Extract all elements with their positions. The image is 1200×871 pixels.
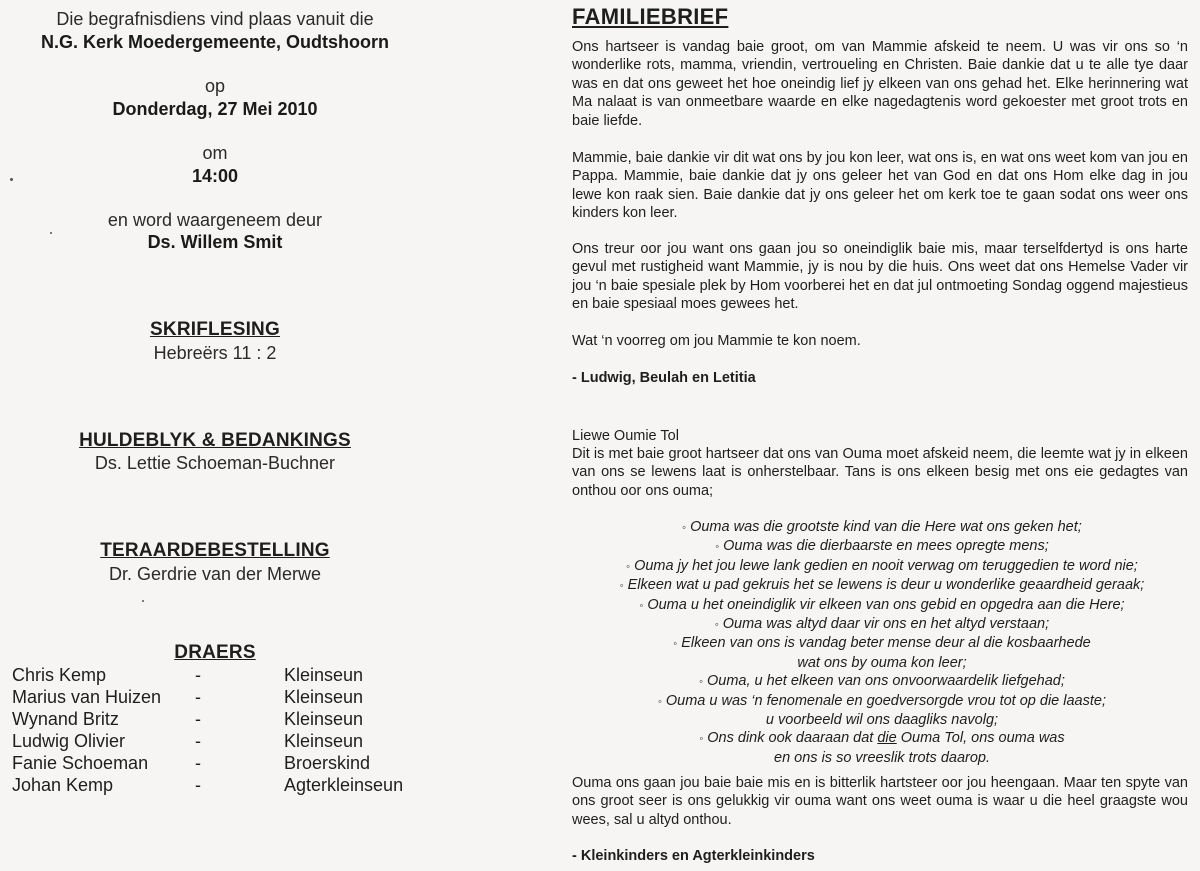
bearer-row	[12, 774, 422, 796]
letter-paragraph: Mammie, baie dankie vir dit wat ons by jou kon leer, wat ons is, en wat ons weet kom van jou en Pappa. Mammie, baie dankie dat jy ons geleer het van God en dat ons Hom elke dag in jou lewe kon raak sien. Baie dankie dat jy ons geleer het om kerk toe te gaan sodat ons weer ons kinders kon leer.	[572, 150, 1188, 222]
bearer-name: Wynand Britz	[12, 709, 119, 729]
poem-line: ◦ Elkeen wat u pad gekruis het se lewens is deur u wonderlike geaardheid geraak;	[619, 577, 1145, 594]
bearer-name: Fanie Schoeman	[12, 753, 149, 773]
poem-line: ◦ Ouma jy het jou lewe lank gedien en nooit verwag om teruggedien te word nie;	[626, 557, 1138, 574]
poem-line: ◦ Ouma was die grootste kind van die Here wat ons geken het;	[682, 519, 1082, 535]
print-speck	[142, 600, 144, 602]
tribute-heading: HULDEBLYK & BEDANKINGS	[79, 430, 351, 451]
service-date: Donderdag, 27 Mei 2010	[112, 99, 318, 119]
letter-paragraph: Ouma ons gaan jou baie baie mis en is bitterlik hartsteer oor jou heengaan. Maar ten spyte van ons groot seer is ons gelukkig vir ouma want ons weet ouma is waar u die heel graagste wou wees, sal u altyd onthou.	[572, 775, 1188, 828]
poem-line: ◦ Ouma u het oneindiglik vir elkeen van ons gebid en opgedra aan die Here;	[639, 596, 1125, 613]
bullet-icon: ◦	[699, 733, 704, 746]
poem-line: ◦ Ouma u was ‘n fenomenale en goedversorgde vrou tot op die laaste;	[657, 692, 1106, 709]
service-time: 14:00	[191, 166, 239, 186]
signature-grandchildren: - Kleinkinders en Agterkleinkinders	[572, 848, 815, 864]
poem-line: wat ons by ouma kon leer;	[797, 654, 967, 671]
bearers-heading: DRAERS	[174, 642, 256, 663]
bullet-icon: ◦	[699, 676, 703, 689]
bearer-name: Chris Kemp	[12, 665, 107, 685]
bearer-name: Marius van Huizen	[12, 687, 162, 707]
bearer-relation: Agterkleinseun	[284, 775, 404, 795]
bearer-dash: -	[195, 731, 201, 751]
print-speck	[50, 232, 52, 234]
greeting: Liewe Oumie Tol	[572, 428, 679, 444]
bullet-icon: ◦	[619, 580, 624, 593]
letter-paragraph: Wat ‘n voorreg om jou Mammie te kon noem.	[572, 333, 861, 349]
bearer-relation: Kleinseun	[284, 731, 364, 751]
tribute-poem	[582, 518, 1182, 767]
bullet-icon: ◦	[714, 619, 719, 632]
bearer-row	[12, 708, 422, 730]
bullet-icon: ◦	[657, 695, 662, 708]
signature-children: - Ludwig, Beulah en Letitia	[572, 370, 756, 386]
letter-title: FAMILIEBRIEF	[572, 4, 729, 29]
letter-paragraph: Ons treur oor jou want ons gaan jou so oneindiglik baie mis, maar terselfdertyd is ons harte gevul met rustigheid want Mammie, jy is nou by die huis. Ons weet dat ons Hemelse Vader vir jou ‘n baie spesiale plek by Hom voorberei het en dat jul ontmoeting Sondag oggend majestieus en baie spesiaal moes gewees het.	[572, 241, 1188, 313]
poem-line: u voorbeeld wil ons daagliks navolg;	[765, 712, 999, 729]
bearer-row	[12, 686, 422, 708]
letter-paragraph: Dit is met baie groot hartseer dat ons van Ouma moet afskeid neem, die leemte wat jy in elkeen van ons se lewens laat is onherstelbaar. Tans is ons elkeen besig met ons eie gedagtes van onthou oor ons ouma;	[572, 446, 1188, 499]
poem-line: ◦ Ouma was die dierbaarste en mees opregte mens;	[715, 538, 1049, 555]
bullet-icon: ◦	[673, 638, 678, 651]
bearer-name: Ludwig Olivier	[12, 731, 126, 751]
bearer-row	[12, 752, 422, 774]
bullet-icon: ◦	[639, 599, 644, 612]
bullet-icon: ◦	[682, 522, 687, 534]
bearer-dash: -	[195, 775, 201, 795]
service-intro: Die begrafnisdiens vind plaas vanuit die	[56, 9, 374, 29]
bearer-relation: Kleinseun	[284, 709, 364, 729]
bullet-icon: ◦	[626, 560, 631, 573]
tribute-by: Ds. Lettie Schoeman-Buchner	[94, 453, 336, 473]
minister-name: Ds. Willem Smit	[147, 232, 283, 252]
letter-paragraph: Ons hartseer is vandag baie groot, om van Mammie afskeid te neem. U was vir ons so ‘n wonderlike rots, mamma, vriendin, vertroueling en Christen. Baie dankie dat u te alle tye daar was en dat ons geweet het hoe oneindig lief jy elkeen van ons gehad het. Elke herinnering wat Ma nalaat is van onmeetbare waarde en elke nagedagtenis word gekoester met groot trots en baie liefde.	[572, 39, 1188, 129]
family-letter-panel	[572, 0, 1192, 871]
reading-heading: SKRIFLESING	[150, 319, 280, 340]
bearer-dash: -	[195, 687, 201, 707]
service-details-panel	[0, 0, 430, 871]
poem-line: ◦ Elkeen van ons is vandag beter mense deur al die kosbaarhede	[673, 635, 1091, 652]
bearer-dash: -	[195, 753, 201, 773]
bearers-list	[12, 664, 422, 796]
burial-heading: TERAARDEBESTELLING	[100, 540, 330, 561]
scripture-reading: Hebreërs 11 : 2	[153, 343, 277, 363]
poem-line: ◦ Ouma was altyd daar vir ons en het altyd verstaan;	[714, 616, 1050, 633]
officiated-label: en word waargeneem deur	[107, 210, 323, 230]
bearer-row	[12, 730, 422, 752]
bullet-icon: ◦	[715, 541, 720, 554]
bearer-relation: Kleinseun	[284, 687, 364, 707]
print-speck	[10, 178, 13, 181]
burial-by: Dr. Gerdrie van der Merwe	[108, 564, 322, 584]
bearer-dash: -	[195, 665, 201, 685]
poem-line: ◦ Ons dink ook daaraan dat die Ouma Tol, ons ouma was	[699, 730, 1065, 747]
at-label: om	[202, 143, 228, 163]
bearer-dash: -	[195, 709, 201, 729]
church-name: N.G. Kerk Moedergemeente, Oudtshoorn	[40, 32, 390, 52]
bearer-relation: Kleinseun	[284, 665, 364, 685]
bearer-name: Johan Kemp	[12, 775, 114, 795]
bearer-relation: Broerskind	[284, 753, 371, 773]
poem-line: ◦ Ouma, u het elkeen van ons onvoorwaardelik liefgehad;	[699, 673, 1065, 690]
poem-line: en ons is so vreeslik trots daarop.	[774, 749, 990, 766]
bearer-row	[12, 664, 422, 686]
on-label: op	[204, 76, 226, 96]
